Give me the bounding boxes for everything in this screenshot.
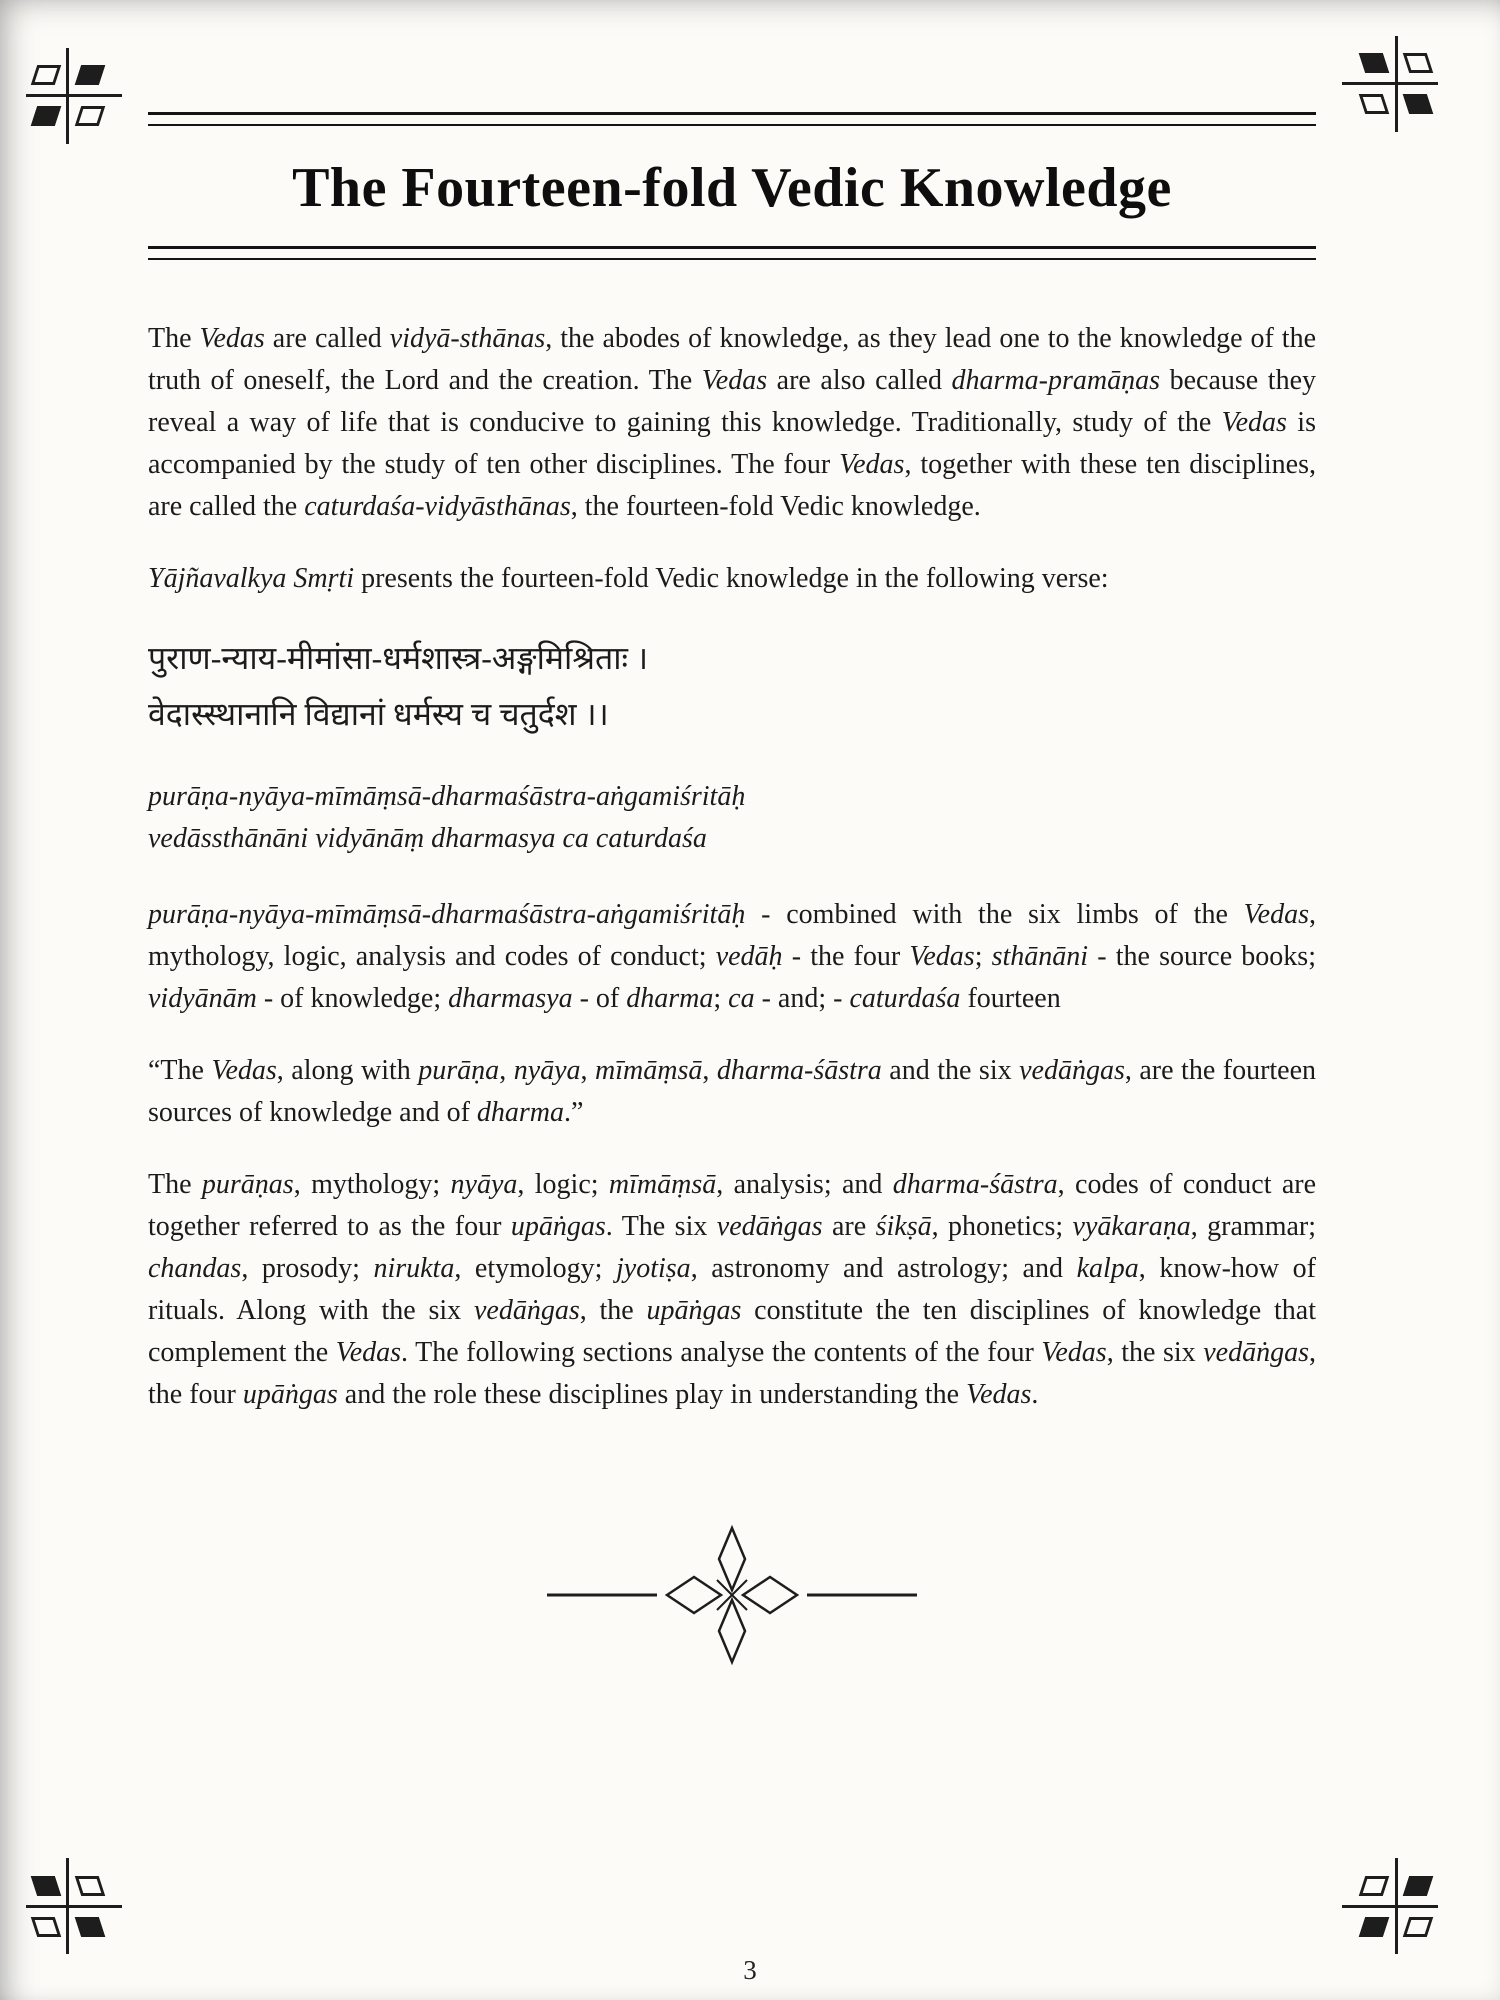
verse-transliteration	[148, 776, 1316, 860]
text-segment: vedāṅgas	[1019, 1055, 1125, 1087]
corner-rule-vertical	[66, 1858, 69, 1954]
parallelogram-filled-icon	[75, 65, 105, 85]
text-segment: upāṅgas	[242, 1379, 338, 1411]
paragraph-verse-intro	[148, 558, 1316, 600]
text-segment: ;	[974, 941, 992, 973]
text-segment: - of knowledge;	[256, 983, 449, 1015]
text-segment: Vedas	[839, 449, 905, 481]
parallelogram-filled-icon	[75, 1917, 105, 1937]
text-segment: , know-how of rituals. Along with the six	[148, 1253, 1316, 1327]
text-segment: , the	[579, 1295, 647, 1327]
text-segment: purāṇa	[418, 1055, 500, 1087]
corner-rule-vertical	[1395, 36, 1398, 132]
page-content	[148, 112, 1316, 1675]
text-segment: caturdaśa-vidyāsthānas	[304, 491, 571, 523]
text-segment: “The	[148, 1055, 212, 1087]
corner-ornament-top-right-icon	[1342, 36, 1438, 132]
text-segment: Vedas	[335, 1337, 402, 1369]
corner-rule-vertical	[66, 48, 69, 144]
text-segment: are called	[264, 323, 390, 355]
text-segment: purāṇa-nyāya-mīmāṃsā-dharmaśāstra-aṅgamiśritāḥ	[148, 899, 746, 931]
text-segment: vidyā-sthānas	[389, 323, 546, 355]
text-segment: , logic;	[517, 1169, 609, 1201]
corner-rule-horizontal	[1342, 82, 1438, 85]
text-segment: ;	[713, 983, 729, 1015]
text-segment: Vedas	[1243, 899, 1309, 931]
text-segment: purāṇas	[201, 1169, 294, 1201]
transliteration-line-2: vedāssthānāni vidyānāṃ dharmasya ca caturdaśa	[148, 823, 707, 855]
parallelogram-filled-icon	[1359, 53, 1389, 73]
text-segment: nyāya	[450, 1169, 518, 1201]
text-segment: and the six	[881, 1055, 1020, 1087]
text-segment: dharma-śāstra	[716, 1055, 882, 1087]
parallelogram-filled-icon	[1359, 1917, 1389, 1937]
text-segment: Vedas	[199, 323, 265, 355]
text-segment: - and; -	[754, 983, 850, 1015]
parallelogram-outline-icon	[31, 1917, 61, 1937]
text-segment: upāṅgas	[510, 1211, 606, 1243]
diamond-flower-ornament-icon	[532, 1520, 932, 1670]
parallelogram-outline-icon	[75, 1876, 105, 1896]
page-title: The Fourteen-fold Vedic Knowledge	[292, 157, 1172, 219]
paragraph-intro	[148, 318, 1316, 528]
text-segment: The	[148, 1169, 202, 1201]
corner-ornament-top-left-icon	[26, 48, 122, 144]
text-segment: , the abodes of knowledge, as they lead one to the knowledge of the truth of oneself, the Lord and the creation. The	[148, 323, 1316, 397]
text-segment: dharma-śāstra	[892, 1169, 1058, 1201]
text-segment: ,	[702, 1055, 717, 1087]
parallelogram-outline-icon	[1403, 1917, 1433, 1937]
text-segment: jyotiṣa	[616, 1253, 691, 1285]
text-segment: , analysis; and	[716, 1169, 893, 1201]
text-segment: ,	[580, 1055, 596, 1087]
text-segment: .”	[564, 1097, 584, 1129]
text-segment: mīmāṃsā	[608, 1169, 717, 1201]
text-segment: , are the fourteen sources of knowledge and of	[148, 1055, 1317, 1129]
text-segment: vedāṅgas	[716, 1211, 823, 1243]
page-number: 3	[743, 1955, 757, 1985]
text-segment: Vedas	[211, 1055, 277, 1087]
text-segment: chandas	[148, 1253, 242, 1285]
text-segment: fourteen	[960, 983, 1061, 1015]
sanskrit-verse-line-2: वेदास्स्थानानि विद्यानां धर्मस्य च चतुर्दश ।।	[148, 696, 609, 733]
text-segment: because they reveal a way of life that is conducive to gaining this knowledge. Traditionally, study of the	[148, 365, 1316, 439]
text-segment: , mythology, logic, analysis and codes of conduct;	[148, 899, 1316, 973]
text-segment: is accompanied by the study of ten other disciplines. The four	[148, 407, 1316, 481]
text-segment: sthānāni	[991, 941, 1089, 973]
transliteration-line-1: purāṇa-nyāya-mīmāṃsā-dharmaśāstra-aṅgamiśritāḥ	[148, 781, 746, 813]
text-segment: caturdaśa	[849, 983, 961, 1015]
text-segment: vidyānām	[148, 983, 257, 1015]
text-segment: Vedas	[909, 941, 975, 973]
text-segment: Yājñavalkya Smṛti	[148, 563, 355, 595]
text-segment: nirukta	[373, 1253, 455, 1285]
text-segment: dharma	[626, 983, 714, 1015]
text-segment: constitute the ten disciplines of knowledge that complement the	[148, 1295, 1316, 1369]
parallelogram-filled-icon	[31, 106, 61, 126]
text-segment: vedāḥ	[715, 941, 783, 973]
text-segment: śikṣā	[875, 1211, 932, 1243]
section-divider	[148, 1520, 1316, 1675]
parallelogram-outline-icon	[1403, 53, 1433, 73]
text-segment: . The six	[605, 1211, 717, 1243]
parallelogram-outline-icon	[1359, 94, 1389, 114]
text-segment: are also called	[767, 365, 952, 397]
corner-ornament-bottom-right-icon	[1342, 1858, 1438, 1954]
parallelogram-filled-icon	[1403, 1876, 1433, 1896]
text-segment: , mythology;	[293, 1169, 451, 1201]
title-rule-bottom	[148, 246, 1316, 260]
text-segment: ca	[728, 983, 755, 1015]
text-segment: - of	[572, 983, 627, 1015]
text-segment: , astronomy and astrology; and	[690, 1253, 1077, 1285]
text-segment: , together with these ten disciplines, are called the	[148, 449, 1316, 523]
text-segment: , the four	[148, 1337, 1316, 1411]
text-segment: - combined with the six limbs of the	[745, 899, 1244, 931]
paragraph-translation	[148, 1050, 1316, 1134]
text-segment: - the source books;	[1088, 941, 1316, 973]
text-segment: Vedas	[1221, 407, 1287, 439]
title-rule-top	[148, 112, 1316, 126]
parallelogram-outline-icon	[31, 65, 61, 85]
text-segment: presents the fourteen-fold Vedic knowledge in the following verse:	[354, 563, 1109, 595]
text-segment: dharma-pramāṇas	[951, 365, 1161, 397]
text-segment: - the four	[782, 941, 910, 973]
parallelogram-filled-icon	[31, 1876, 61, 1896]
text-segment: vedāṅgas	[1203, 1337, 1309, 1369]
text-segment: kalpa	[1076, 1253, 1139, 1285]
text-segment: , prosody;	[241, 1253, 374, 1285]
text-segment: , phonetics;	[931, 1211, 1073, 1243]
text-segment: , along with	[276, 1055, 419, 1087]
text-segment: . The following sections analyse the contents of the four	[401, 1337, 1042, 1369]
text-segment: upāṅgas	[646, 1295, 742, 1327]
parallelogram-outline-icon	[1359, 1876, 1389, 1896]
text-segment: and the role these disciplines play in understanding the	[337, 1379, 967, 1411]
text-segment: dharma	[476, 1097, 565, 1129]
text-segment: nyāya	[513, 1055, 581, 1087]
text-segment: ,	[499, 1055, 514, 1087]
corner-rule-vertical	[1395, 1858, 1398, 1954]
parallelogram-outline-icon	[75, 106, 105, 126]
text-segment: are	[822, 1211, 876, 1243]
text-segment: , codes of conduct are together referred to as the four	[148, 1169, 1317, 1243]
parallelogram-filled-icon	[1403, 94, 1433, 114]
text-segment: , the fourteen-fold Vedic knowledge.	[570, 491, 981, 523]
corner-rule-horizontal	[26, 1905, 122, 1908]
sanskrit-verse-line-1: पुराण-न्याय-मीमांसा-धर्मशास्त्र-अङ्गमिश्रिताः ।	[148, 640, 649, 677]
corner-rule-horizontal	[1342, 1905, 1438, 1908]
text-segment: Vedas	[1041, 1337, 1107, 1369]
text-segment: The	[148, 323, 200, 355]
corner-rule-horizontal	[26, 94, 122, 97]
text-segment: , the six	[1106, 1337, 1204, 1369]
paragraph-explanation	[148, 1164, 1316, 1416]
sanskrit-verse	[148, 630, 1316, 742]
text-segment: Vedas	[701, 365, 768, 397]
text-segment: vedāṅgas	[473, 1295, 580, 1327]
paragraph-word-meanings	[148, 894, 1316, 1020]
text-segment: , etymology;	[454, 1253, 617, 1285]
text-segment: .	[1031, 1379, 1039, 1411]
corner-ornament-bottom-left-icon	[26, 1858, 122, 1954]
text-segment: , grammar;	[1190, 1211, 1317, 1243]
text-segment: dharmasya	[448, 983, 573, 1015]
text-segment: mīmāṃsā	[595, 1055, 703, 1087]
text-segment: Vedas	[966, 1379, 1032, 1411]
text-segment: vyākaraṇa	[1072, 1211, 1191, 1243]
